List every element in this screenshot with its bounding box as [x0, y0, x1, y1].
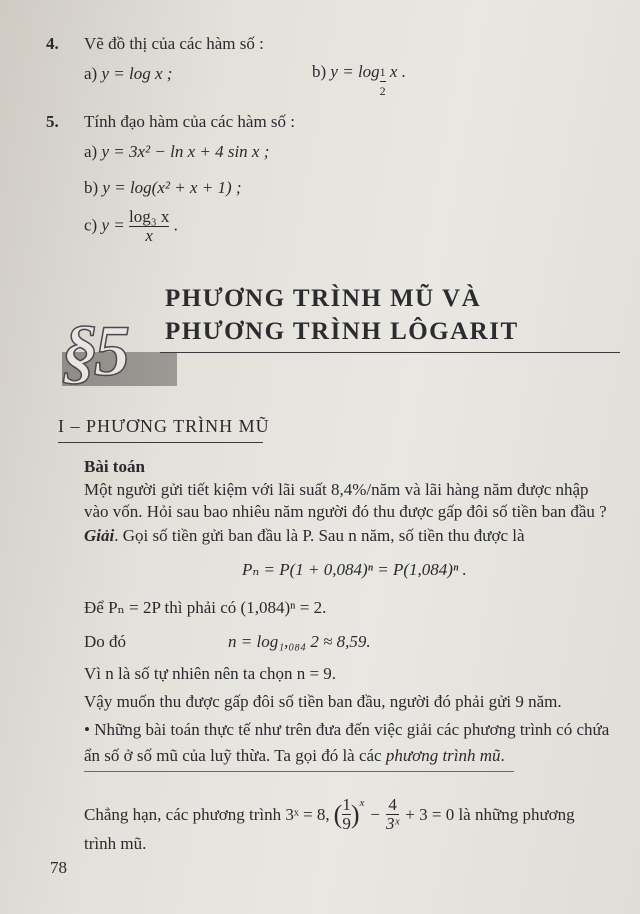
solution-text: . Gọi số tiền gửi ban đầu là P. Sau n năm, số tiền thu được là [114, 526, 525, 545]
exercise-5-number: 5. [46, 112, 59, 131]
exercise-5-text: Tính đạo hàm của các hàm số : [84, 112, 296, 131]
exercise-4b-base-den: 2 [380, 81, 386, 100]
exercise-5c-lhs: y = [101, 215, 129, 235]
exercise-4b-expr-post: x . [385, 62, 406, 81]
exercise-4b [312, 62, 406, 100]
example-end: trình mũ. [84, 834, 147, 853]
example-line [84, 796, 575, 833]
solution-line [84, 526, 525, 546]
section-title-underline [160, 352, 620, 353]
exercise-5a-expr: y = 3x² − ln x + 4 sin x ; [101, 142, 270, 161]
section-title-line-2: PHƯƠNG TRÌNH LÔGARIT [165, 318, 519, 345]
line-do-label: Do đó [84, 632, 127, 651]
subsection-heading: I – PHƯƠNG TRÌNH MŨ [58, 416, 270, 436]
exercise-5b-expr: y = log(x² + x + 1) ; [102, 178, 242, 197]
exercise-5c-label: c) [84, 215, 102, 235]
example-minus: − [370, 804, 380, 824]
exercise-4b-expr-pre: y = log [330, 62, 380, 81]
exercise-4-text: Vẽ đồ thị của các hàm số : [84, 34, 264, 53]
exercise-4b-label: b) [312, 62, 331, 81]
line-do-expr: n = log₁,₀₈₄ 2 ≈ 8,59. [228, 632, 371, 651]
line-de: Để Pₙ = 2P thì phải có (1,084)ⁿ = 2. [84, 598, 327, 617]
example-paren-open: ( [333, 799, 343, 829]
line-vi: Vì n là số tự nhiên nên ta chọn n = 9. [84, 664, 337, 683]
bullet-line-2-post: . [500, 746, 505, 765]
solution-label: Giải [84, 526, 115, 545]
exercise-5b [84, 178, 242, 198]
example-pre: Chẳng hạn, các phương trình 3ˣ = 8, [84, 804, 330, 824]
line-vay: Vậy muốn thu được gấp đôi số tiền ban đầu, người đó phải gửi 9 năm. [84, 692, 562, 711]
problem-heading: Bài toán [84, 457, 145, 476]
page-number: 78 [50, 858, 67, 877]
section-title-line-1: PHƯƠNG TRÌNH MŨ VÀ [165, 285, 482, 312]
exercise-5c-end: . [169, 215, 178, 235]
exercise-5c-fraction [129, 208, 169, 245]
example-fraction-1 [342, 796, 351, 833]
bullet-underline [84, 771, 514, 772]
exercise-5a [84, 142, 269, 162]
example-frac-1-den: 9 [342, 814, 351, 833]
exercise-5c-num: log₃ x [129, 207, 170, 226]
exercise-4b-base-num: 1 [379, 65, 386, 79]
exercise-5b-label: b) [84, 178, 103, 197]
section-mark: §5 [62, 311, 126, 391]
example-paren-close: ) [350, 799, 360, 829]
bullet-line-2-pre: ẩn số ở số mũ của luỹ thừa. Ta gọi đó là các [84, 746, 386, 765]
example-frac-2-num: 4 [388, 795, 397, 814]
bullet-line-2-em: phương trình mũ [385, 746, 501, 765]
bullet-line-2 [84, 746, 505, 766]
exercise-5c-den: x [129, 226, 169, 245]
example-post: + 3 = 0 là những phương [405, 804, 575, 824]
example-fraction-2 [386, 796, 399, 833]
example-frac-2-den: 3ˣ [385, 814, 400, 833]
exercise-5a-label: a) [84, 142, 102, 161]
example-frac-1-num: 1 [342, 795, 351, 814]
exercise-5c [84, 208, 178, 245]
exercise-4-number: 4. [46, 34, 59, 53]
exercise-4a [84, 64, 172, 84]
exercise-4a-expr: y = log x ; [101, 64, 173, 83]
problem-line-2: vào vốn. Hỏi sau bao nhiêu năm người đó thu được gấp đôi số tiền ban đầu ? [84, 502, 607, 521]
example-exponent: x [359, 796, 365, 809]
bullet-line-1: • Những bài toán thực tế như trên đưa đến việc giải các phương trình có chứa [84, 720, 610, 739]
exercise-4a-label: a) [84, 64, 102, 83]
problem-line-1: Một người gửi tiết kiệm với lãi suất 8,4%/năm và lãi hàng năm được nhập [84, 480, 589, 499]
subsection-underline [58, 442, 263, 443]
formula-pn: Pₙ = P(1 + 0,084)ⁿ = P(1,084)ⁿ . [242, 560, 467, 579]
